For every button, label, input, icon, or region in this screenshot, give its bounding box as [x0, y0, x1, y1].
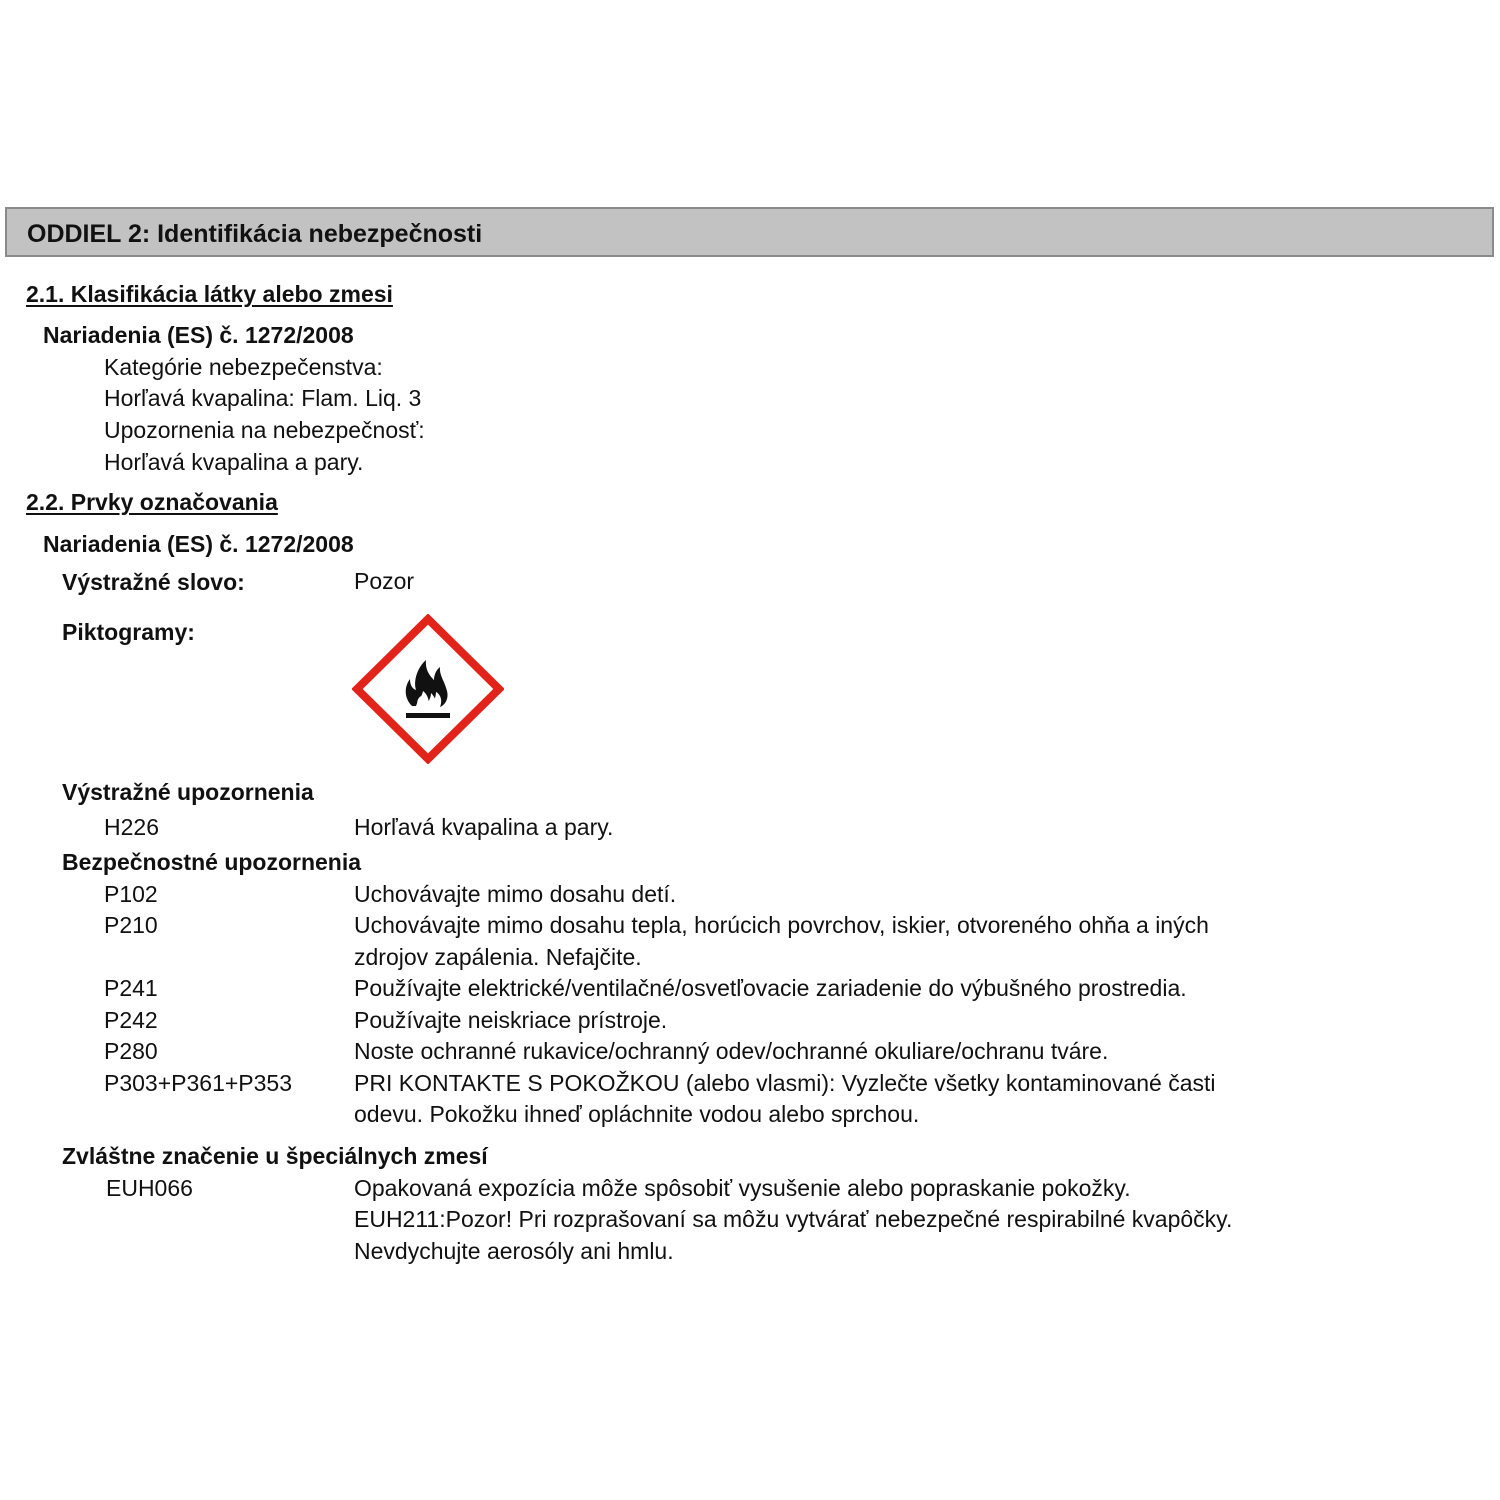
- precaution-text: odevu. Pokožku ihneď opláchnite vodou alebo sprchou.: [354, 1101, 920, 1127]
- classification-line: Horľavá kvapalina: Flam. Liq. 3: [104, 385, 422, 411]
- special-label: Zvláštne značenie u špeciálnych zmesí: [62, 1143, 488, 1169]
- precaution-text: PRI KONTAKTE S POKOŽKOU (alebo vlasmi): Vyzlečte všetky kontaminované časti: [354, 1070, 1216, 1096]
- hazard-statements-label: Výstražné upozornenia: [62, 779, 314, 805]
- precaution-code: P280: [104, 1038, 158, 1064]
- section-banner: [5, 207, 1494, 257]
- precaution-code: P303+P361+P353: [104, 1070, 293, 1096]
- precaution-code: P102: [104, 881, 158, 907]
- classification-line: Upozornenia na nebezpečnosť:: [104, 417, 425, 443]
- precaution-code: P210: [104, 912, 158, 938]
- classification-line: Kategórie nebezpečenstva:: [104, 354, 383, 380]
- signal-word-value: Pozor: [354, 568, 415, 594]
- classification-line: Horľavá kvapalina a pary.: [104, 449, 364, 475]
- labelling-heading: 2.2. Prvky označovania: [26, 489, 278, 515]
- special-code: EUH066: [106, 1175, 193, 1201]
- classification-heading: 2.1. Klasifikácia látky alebo zmesi: [26, 281, 393, 307]
- hazard-text: Horľavá kvapalina a pary.: [354, 814, 614, 840]
- precaution-text: Uchovávajte mimo dosahu tepla, horúcich povrchov, iskier, otvoreného ohňa a iných: [354, 912, 1209, 938]
- precaution-code: P242: [104, 1007, 158, 1033]
- labelling-regulation: Nariadenia (ES) č. 1272/2008: [43, 531, 354, 557]
- flame-base: [406, 713, 450, 718]
- pictograms-label: Piktogramy:: [62, 619, 195, 645]
- precaution-text: Používajte elektrické/ventilačné/osvetľovacie zariadenie do výbušného prostredia.: [354, 975, 1187, 1001]
- special-text: EUH211:Pozor! Pri rozprašovaní sa môžu vytvárať nebezpečné respirabilné kvapôčky.: [354, 1206, 1233, 1232]
- precautionary-label: Bezpečnostné upozornenia: [62, 849, 362, 875]
- flame-ghs02-icon: [352, 614, 504, 764]
- hazard-code: H226: [104, 814, 159, 840]
- precaution-text: Uchovávajte mimo dosahu detí.: [354, 881, 677, 907]
- precaution-code: P241: [104, 975, 158, 1001]
- precaution-text: zdrojov zapálenia. Nefajčite.: [354, 944, 642, 970]
- precaution-text: Noste ochranné rukavice/ochranný odev/ochranné okuliare/ochranu tváre.: [354, 1038, 1109, 1064]
- section-title: ODDIEL 2: Identifikácia nebezpečnosti: [27, 220, 483, 248]
- special-text: Nevdychujte aerosóly ani hmlu.: [354, 1238, 674, 1264]
- signal-word-label: Výstražné slovo:: [62, 569, 245, 595]
- special-text: Opakovaná expozícia môže spôsobiť vysušenie alebo popraskanie pokožky.: [354, 1175, 1131, 1201]
- classification-regulation: Nariadenia (ES) č. 1272/2008: [43, 322, 354, 348]
- precaution-text: Používajte neiskriace prístroje.: [354, 1007, 668, 1033]
